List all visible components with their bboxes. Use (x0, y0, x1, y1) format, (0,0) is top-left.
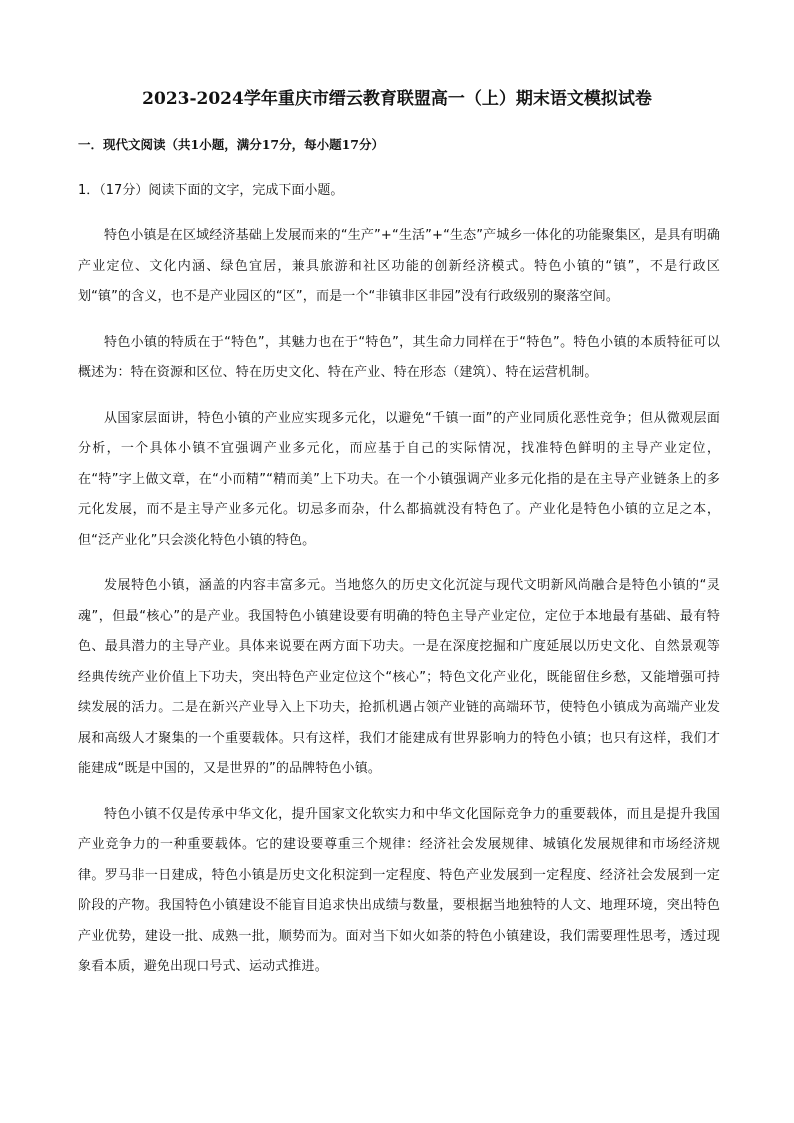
passage-paragraph-1: 特色小镇是在区域经济基础上发展而来的“生产”+“生活”+“生态”产城乡一体化的功能聚集区，是具有明确产业定位、文化内涵、绿色宜居，兼具旅游和社区功能的创新经济模式。特色小镇的“镇”，不是行政区划“镇”的含义，也不是产业园区的“区”，而是一个“非镇非区非园”没有行政级别的聚落空间。 (78, 228, 720, 304)
exam-title: 2023-2024学年重庆市缙云教育联盟高一（上）期末语文模拟试卷 (142, 89, 652, 109)
reading-passage (78, 221, 720, 998)
passage-paragraph-5: 特色小镇不仅是传承中华文化，提升国家文化软实力和中华文化国际竞争力的重要载体，而且是提升我国产业竞争力的一种重要载体。它的建设要尊重三个规律：经济社会发展规律、城镇化发展规律和市场经济规律。罗马非一日建成，特色小镇是历史文化积淀到一定程度、特色产业发展到一定程度、经济社会发展到一定阶段的产物。我国特色小镇建设不能盲目追求快出成绩与数量，要根据当地独特的人文、地理环境，突出特色产业优势，建设一批、成熟一批，顺势而为。面对当下如火如荼的特色小镇建设，我们需要理性思考，透过现象看本质，避免出现口号式、运动式推进。 (78, 806, 720, 974)
passage-paragraph-2: 特色小镇的特质在于“特色”，其魅力也在于“特色”，其生命力同样在于“特色”。特色小镇的本质特征可以概述为：特在资源和区位、特在历史文化、特在产业、特在形态（建筑）、特在运营机制。 (78, 334, 720, 380)
passage-paragraph-4: 发展特色小镇，涵盖的内容丰富多元。当地悠久的历史文化沉淀与现代文明新风尚融合是特色小镇的“灵魂”，但最“核心”的是产业。我国特色小镇建设要有明确的特色主导产业定位，定位于本地最有基础、最有特色、最具潜力的主导产业。具体来说要在两方面下功夫。一是在深度挖掘和广度延展以历史文化、自然景观等经典传统产业价值上下功夫，突出特色产业定位这个“核心”；特色文化产业化，既能留住乡愁，又能增强可持续发展的活力。二是在新兴产业导入上下功夫，抢抓机遇占领产业链的高端环节，使特色小镇成为高端产业发展和高级人才聚集的一个重要载体。只有这样，我们才能建成有世界影响力的特色小镇；也只有这样，我们才能建成“既是中国的，又是世界的”的品牌特色小镇。 (78, 578, 720, 776)
passage-paragraph-3: 从国家层面讲，特色小镇的产业应实现多元化，以避免“千镇一面”的产业同质化恶性竞争；但从微观层面分析，一个具体小镇不宜强调产业多元化，而应基于自己的实际情况，找准特色鲜明的主导产业定位，在“特”字上做文章，在“小而精”“精而美”上下功夫。在一个小镇强调产业多元化指的是在主导产业链条上的多元化发展，而不是主导产业多元化。切忌多而杂，什么都搞就没有特色了。产业化是特色小镇的立足之本，但“泛产业化”只会淡化特色小镇的特色。 (78, 410, 720, 548)
question-stem: 1．（17分）阅读下面的文字，完成下面小题。 (78, 183, 344, 198)
section-heading: 一．现代文阅读（共1小题，满分17分，每小题17分） (78, 137, 384, 152)
